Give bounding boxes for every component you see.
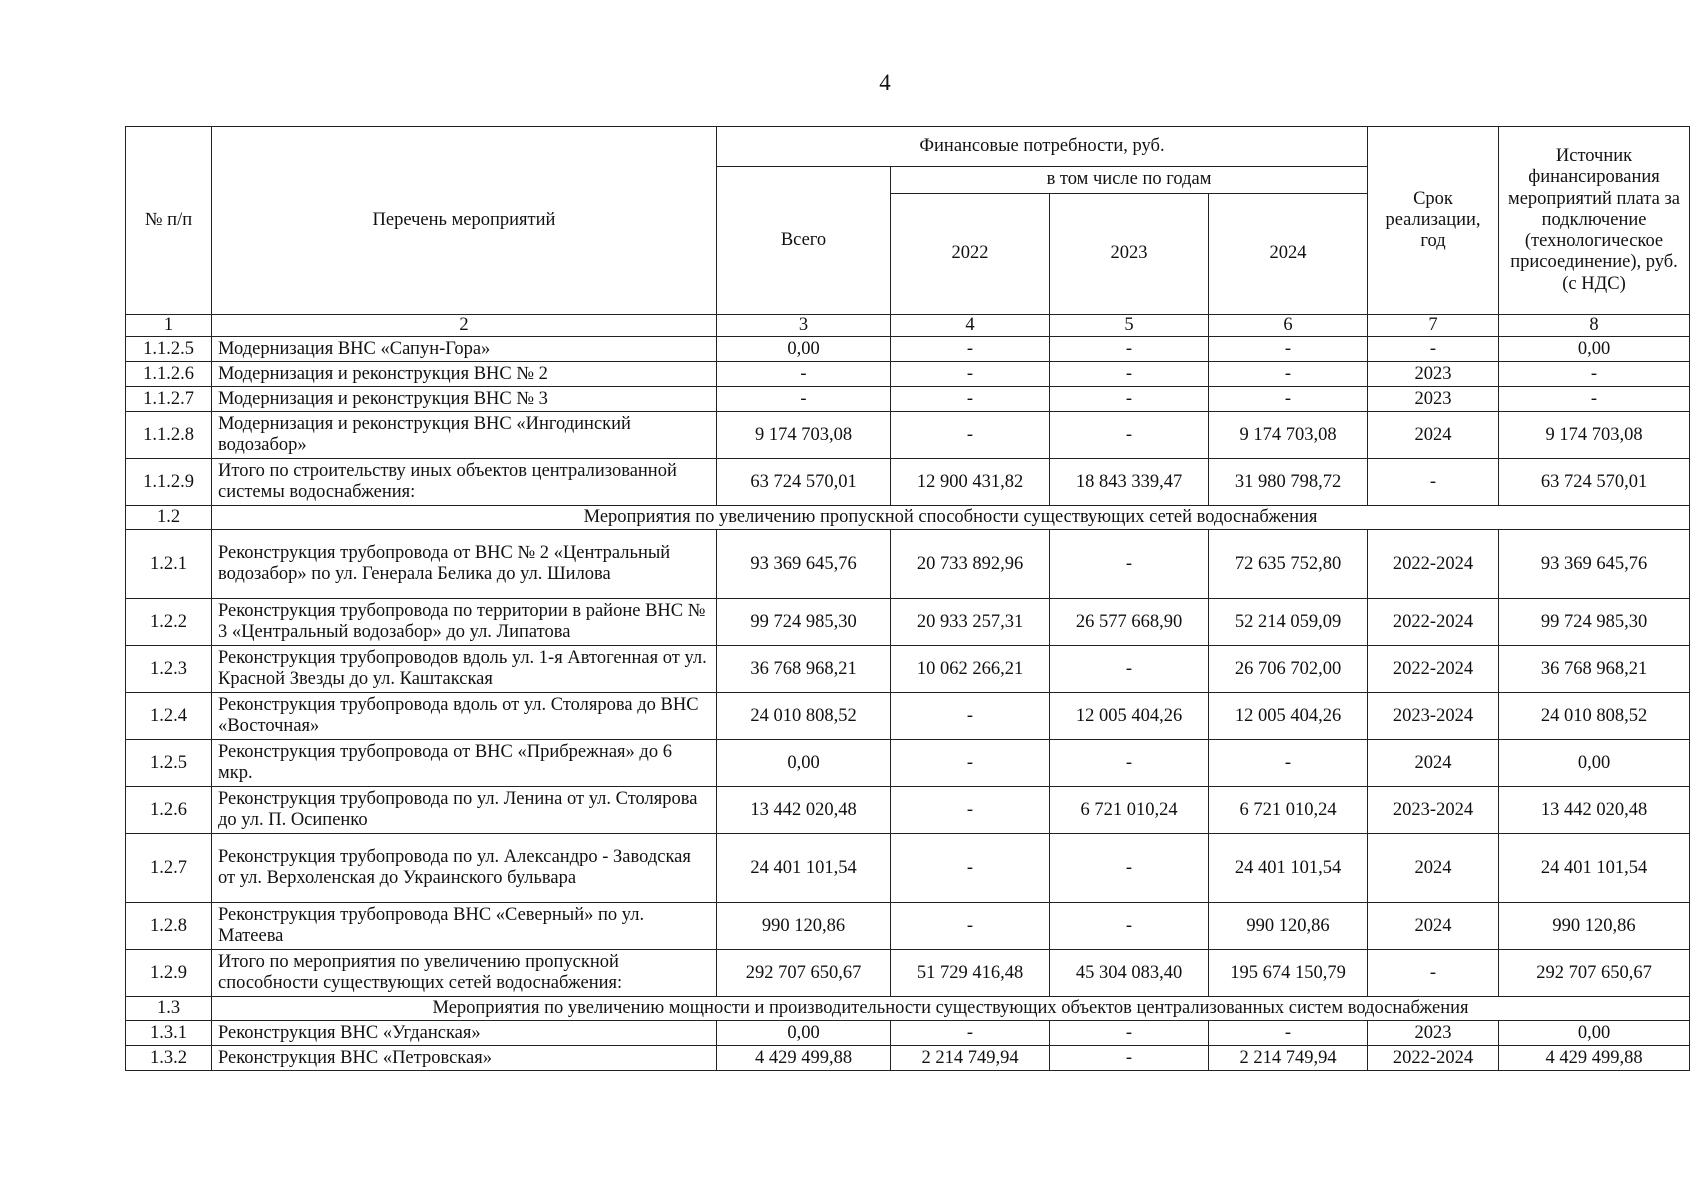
row-total: 292 707 650,67	[717, 950, 891, 997]
section-row	[126, 506, 1690, 530]
row-name: Итого по мероприятия по увеличению пропускной способности существующих сетей водоснабжения:	[212, 950, 717, 997]
row-term: 2024	[1368, 740, 1499, 787]
row-name: Реконструкция ВНС «Петровская»	[212, 1046, 717, 1071]
section-title: Мероприятия по увеличению пропускной способности существующих сетей водоснабжения	[212, 506, 1690, 530]
row-total: 24 010 808,52	[717, 693, 891, 740]
table-row	[126, 337, 1690, 362]
col-num-4: 4	[891, 315, 1050, 337]
col-num-3: 3	[717, 315, 891, 337]
row-source: -	[1499, 387, 1690, 412]
row-2023: -	[1050, 387, 1209, 412]
row-2022: 20 933 257,31	[891, 599, 1050, 646]
row-total: 63 724 570,01	[717, 459, 891, 506]
row-2022: -	[891, 693, 1050, 740]
row-source: 93 369 645,76	[1499, 530, 1690, 599]
row-term: 2024	[1368, 903, 1499, 950]
row-term: -	[1368, 337, 1499, 362]
row-2024: 24 401 101,54	[1209, 834, 1368, 903]
col-num-8: 8	[1499, 315, 1690, 337]
header-num: № п/п	[126, 127, 212, 315]
row-2024: 990 120,86	[1209, 903, 1368, 950]
row-2023: 12 005 404,26	[1050, 693, 1209, 740]
row-num: 1.1.2.5	[126, 337, 212, 362]
row-2023: -	[1050, 530, 1209, 599]
row-2022: 2 214 749,94	[891, 1046, 1050, 1071]
row-2024: -	[1209, 1021, 1368, 1046]
table-row	[126, 740, 1690, 787]
row-total: 93 369 645,76	[717, 530, 891, 599]
row-source: 13 442 020,48	[1499, 787, 1690, 834]
table-row	[126, 903, 1690, 950]
table-row	[126, 1046, 1690, 1071]
column-number-row	[126, 315, 1690, 337]
row-2024: 12 005 404,26	[1209, 693, 1368, 740]
row-total: 4 429 499,88	[717, 1046, 891, 1071]
row-2022: 10 062 266,21	[891, 646, 1050, 693]
row-2023: -	[1050, 362, 1209, 387]
row-2024: 6 721 010,24	[1209, 787, 1368, 834]
col-num-2: 2	[212, 315, 717, 337]
row-num: 1.2.4	[126, 693, 212, 740]
section-num: 1.3	[126, 997, 212, 1021]
table-row	[126, 787, 1690, 834]
row-2023: -	[1050, 646, 1209, 693]
row-2022: -	[891, 834, 1050, 903]
row-2022: -	[891, 787, 1050, 834]
row-2024: 9 174 703,08	[1209, 412, 1368, 459]
row-num: 1.2.5	[126, 740, 212, 787]
row-total: -	[717, 362, 891, 387]
row-source: 63 724 570,01	[1499, 459, 1690, 506]
table-row	[126, 530, 1690, 599]
row-num: 1.3.1	[126, 1021, 212, 1046]
row-name: Реконструкция трубопроводов вдоль ул. 1-я Автогенная от ул. Красной Звезды до ул. Каштакская	[212, 646, 717, 693]
row-name: Реконструкция трубопровода вдоль от ул. Столярова до ВНС «Восточная»	[212, 693, 717, 740]
row-2023: 45 304 083,40	[1050, 950, 1209, 997]
col-num-5: 5	[1050, 315, 1209, 337]
row-total: 24 401 101,54	[717, 834, 891, 903]
header-list: Перечень мероприятий	[212, 127, 717, 315]
row-name: Модернизация и реконструкция ВНС № 3	[212, 387, 717, 412]
row-term: 2023	[1368, 362, 1499, 387]
row-name: Модернизация и реконструкция ВНС «Ингодинский водозабор»	[212, 412, 717, 459]
col-num-7: 7	[1368, 315, 1499, 337]
row-total: 99 724 985,30	[717, 599, 891, 646]
row-num: 1.2.9	[126, 950, 212, 997]
row-source: -	[1499, 362, 1690, 387]
table-row	[126, 387, 1690, 412]
row-2023: -	[1050, 337, 1209, 362]
row-num: 1.2.1	[126, 530, 212, 599]
row-2023: 26 577 668,90	[1050, 599, 1209, 646]
row-term: 2024	[1368, 412, 1499, 459]
row-term: 2022-2024	[1368, 530, 1499, 599]
row-total: 0,00	[717, 1021, 891, 1046]
header-year-2022: 2022	[891, 194, 1050, 315]
header-year-2024: 2024	[1209, 194, 1368, 315]
header-total: Всего	[717, 167, 891, 315]
row-name: Модернизация и реконструкция ВНС № 2	[212, 362, 717, 387]
section-row	[126, 997, 1690, 1021]
row-source: 99 724 985,30	[1499, 599, 1690, 646]
row-source: 0,00	[1499, 337, 1690, 362]
header-term: Срок реализации, год	[1368, 127, 1499, 315]
row-2024: -	[1209, 362, 1368, 387]
row-source: 36 768 968,21	[1499, 646, 1690, 693]
row-2022: -	[891, 387, 1050, 412]
row-source: 990 120,86	[1499, 903, 1690, 950]
row-total: 0,00	[717, 337, 891, 362]
row-name: Итого по строительству иных объектов централизованной системы водоснабжения:	[212, 459, 717, 506]
row-num: 1.1.2.9	[126, 459, 212, 506]
row-total: 0,00	[717, 740, 891, 787]
row-term: 2022-2024	[1368, 1046, 1499, 1071]
row-name: Реконструкция трубопровода по ул. Александро - Заводская от ул. Верхоленская до Украинского бульвара	[212, 834, 717, 903]
header-source: Источник финансирования мероприятий плата за подключение (технологическое присоединение), руб. (с НДС)	[1499, 127, 1690, 315]
row-term: 2023	[1368, 387, 1499, 412]
row-2022: -	[891, 903, 1050, 950]
row-2024: 195 674 150,79	[1209, 950, 1368, 997]
row-num: 1.2.2	[126, 599, 212, 646]
row-num: 1.2.7	[126, 834, 212, 903]
row-term: 2022-2024	[1368, 646, 1499, 693]
row-2024: 31 980 798,72	[1209, 459, 1368, 506]
row-source: 0,00	[1499, 740, 1690, 787]
row-name: Реконструкция трубопровода от ВНС «Прибрежная» до 6 мкр.	[212, 740, 717, 787]
row-2022: -	[891, 1021, 1050, 1046]
row-term: 2024	[1368, 834, 1499, 903]
row-total: 9 174 703,08	[717, 412, 891, 459]
row-2022: -	[891, 362, 1050, 387]
row-2022: -	[891, 412, 1050, 459]
row-2024: 52 214 059,09	[1209, 599, 1368, 646]
table-row	[126, 834, 1690, 903]
row-term: 2023-2024	[1368, 693, 1499, 740]
header-financial-needs: Финансовые потребности, руб.	[717, 127, 1368, 167]
row-num: 1.2.3	[126, 646, 212, 693]
row-num: 1.1.2.8	[126, 412, 212, 459]
table-row-total	[126, 459, 1690, 506]
row-term: 2023-2024	[1368, 787, 1499, 834]
row-name: Реконструкция трубопровода по территории в районе ВНС № 3 «Центральный водозабор» до ул. Липатова	[212, 599, 717, 646]
row-2023: -	[1050, 1046, 1209, 1071]
table-row	[126, 412, 1690, 459]
header-year-2023: 2023	[1050, 194, 1209, 315]
table-row-total	[126, 950, 1690, 997]
row-source: 4 429 499,88	[1499, 1046, 1690, 1071]
table-row	[126, 646, 1690, 693]
row-2024: -	[1209, 337, 1368, 362]
header-by-years: в том числе по годам	[891, 167, 1368, 194]
page-number: 4	[879, 70, 891, 95]
row-term: -	[1368, 950, 1499, 997]
row-2024: 26 706 702,00	[1209, 646, 1368, 693]
row-source: 9 174 703,08	[1499, 412, 1690, 459]
row-total: 990 120,86	[717, 903, 891, 950]
row-2024: -	[1209, 387, 1368, 412]
row-2023: -	[1050, 1021, 1209, 1046]
row-term: -	[1368, 459, 1499, 506]
row-source: 0,00	[1499, 1021, 1690, 1046]
row-name: Реконструкция трубопровода от ВНС № 2 «Центральный водозабор» по ул. Генерала Белика до ул. Шилова	[212, 530, 717, 599]
row-2024: 72 635 752,80	[1209, 530, 1368, 599]
row-total: 13 442 020,48	[717, 787, 891, 834]
row-num: 1.2.8	[126, 903, 212, 950]
row-2023: 6 721 010,24	[1050, 787, 1209, 834]
row-2023: -	[1050, 412, 1209, 459]
row-num: 1.1.2.7	[126, 387, 212, 412]
row-name: Реконструкция ВНС «Угданская»	[212, 1021, 717, 1046]
col-num-6: 6	[1209, 315, 1368, 337]
row-2022: 20 733 892,96	[891, 530, 1050, 599]
row-num: 1.2.6	[126, 787, 212, 834]
row-2022: -	[891, 740, 1050, 787]
row-2023: 18 843 339,47	[1050, 459, 1209, 506]
row-source: 24 401 101,54	[1499, 834, 1690, 903]
table-row	[126, 599, 1690, 646]
col-num-1: 1	[126, 315, 212, 337]
financial-needs-table	[125, 126, 1690, 1071]
row-num: 1.3.2	[126, 1046, 212, 1071]
row-num: 1.1.2.6	[126, 362, 212, 387]
row-2024: -	[1209, 740, 1368, 787]
row-2022: 51 729 416,48	[891, 950, 1050, 997]
row-name: Реконструкция трубопровода по ул. Ленина от ул. Столярова до ул. П. Осипенко	[212, 787, 717, 834]
row-2023: -	[1050, 834, 1209, 903]
section-num: 1.2	[126, 506, 212, 530]
row-source: 24 010 808,52	[1499, 693, 1690, 740]
table-row	[126, 693, 1690, 740]
section-title: Мероприятия по увеличению мощности и производительности существующих объектов централизованных систем водоснабжения	[212, 997, 1690, 1021]
row-total: 36 768 968,21	[717, 646, 891, 693]
table-row	[126, 362, 1690, 387]
row-2023: -	[1050, 903, 1209, 950]
row-source: 292 707 650,67	[1499, 950, 1690, 997]
row-2024: 2 214 749,94	[1209, 1046, 1368, 1071]
row-total: -	[717, 387, 891, 412]
table-row	[126, 1021, 1690, 1046]
row-term: 2022-2024	[1368, 599, 1499, 646]
row-2022: 12 900 431,82	[891, 459, 1050, 506]
row-name: Модернизация ВНС «Сапун-Гора»	[212, 337, 717, 362]
row-2023: -	[1050, 740, 1209, 787]
row-term: 2023	[1368, 1021, 1499, 1046]
row-name: Реконструкция трубопровода ВНС «Северный» по ул. Матеева	[212, 903, 717, 950]
row-2022: -	[891, 337, 1050, 362]
